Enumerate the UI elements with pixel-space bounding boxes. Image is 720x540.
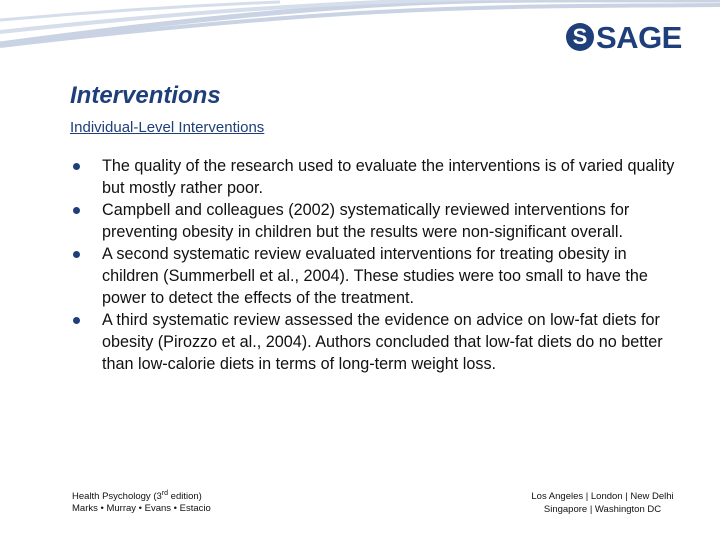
footer-locations-line1: Los Angeles | London | New Delhi bbox=[531, 491, 674, 502]
footer-locations bbox=[505, 490, 700, 516]
bullet-text: The quality of the research used to evaluate the interventions is of varied quality but mostly rather poor. bbox=[102, 157, 675, 197]
footer-book-title: Health Psychology (3rd edition) bbox=[72, 490, 202, 503]
slide-subtitle: Individual-Level Interventions bbox=[70, 119, 265, 136]
bullet-item bbox=[72, 309, 682, 375]
bullet-list bbox=[72, 155, 682, 375]
footer-locations-line2: Singapore | Washington DC bbox=[543, 504, 662, 515]
footer-book-info bbox=[72, 488, 211, 515]
sage-logo bbox=[566, 17, 682, 57]
bullet-icon bbox=[73, 163, 80, 170]
bullet-text: Campbell and colleagues (2002) systematically reviewed interventions for preventing obesity in children but the results were non-significant overall. bbox=[102, 201, 630, 241]
bullet-icon bbox=[73, 207, 80, 214]
sage-logo-text: SAGE bbox=[596, 19, 682, 55]
bullet-icon bbox=[73, 317, 80, 324]
bullet-item bbox=[72, 155, 682, 199]
slide-title: Interventions bbox=[70, 82, 221, 109]
bullet-text: A third systematic review assessed the evidence on advice on low-fat diets for obesity (Pirozzo et al., 2004). Authors concluded that low-fat diets do no better than low-calorie diets in terms of long-term weight loss. bbox=[102, 311, 663, 373]
bullet-item bbox=[72, 199, 682, 243]
sage-logo-icon: S bbox=[566, 23, 594, 51]
bullet-text: A second systematic review evaluated interventions for treating obesity in children (Summerbell et al., 2004). These studies were too small to have the power to detect the effects of the treatment. bbox=[102, 245, 648, 307]
footer-authors: Marks • Murray • Evans • Estacio bbox=[72, 503, 211, 515]
bullet-icon bbox=[73, 251, 80, 258]
bullet-item bbox=[72, 243, 682, 309]
